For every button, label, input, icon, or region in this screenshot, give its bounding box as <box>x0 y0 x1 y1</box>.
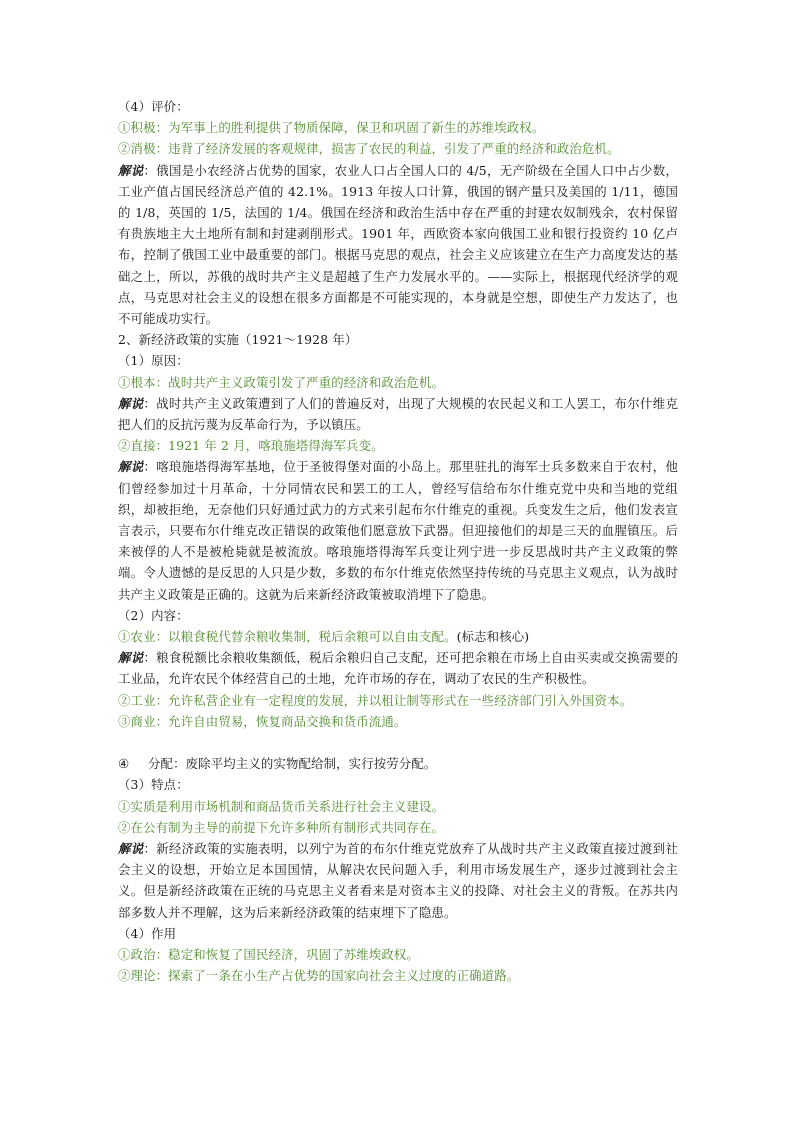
explanation-paragraph <box>118 456 678 604</box>
effect-theoretical: ②理论：探索了一条在小生产占优势的国家向社会主义过度的正确道路。 <box>118 968 520 984</box>
content-distribution-text: 分配：废除平均主义的实物配给制，实行按劳分配。 <box>148 756 437 772</box>
explanation-text: ：喀琅施塔得海军基地，位于圣彼得堡对面的小岛上。那里驻扎的海军士兵多数来自于农村，他们曾经参加过十月革命，十分同情农民和罢工的工人，曾经写信给布尔什维克党中央和当地的党组织，却被拒绝，无奈他们只好通过武力的方式来引起布尔什维克的重视。兵变发生之后，他们发表宣言表示，只要布尔什维克改正错误的政策他们愿意放下武器。但迎接他们的却是三天的血腥镇压。后来被俘的人不是被枪毙就是被流放。喀琅施塔得海军兵变让列宁进一步反思战时共产主义政策的弊端。令人遗憾的是反思的人只是少数，多数的布尔什维克依然坚持传统的马克思主义观点，认为战时共产主义政策是正确的。这就为后来新经济政策被取消埋下了隐患。 <box>118 459 678 602</box>
explanation-text: ：俄国是小农经济占优势的国家，农业人口占全国人口的 4/5，无产阶级在全国人口中占少数，工业产值占国民经济总产值的 42.1%。1913 年按人口计算，俄国的钢产量只及美国的 1/11，德国的 1/8，英国的 1/5，法国的 1/4。俄国在经济和政治生活中存在严重的封建农奴制残余，农村保留有贵族地主大土地所有制和封建剥削形式。1901 年，西欧资本家向俄国工业和银行投资约 10 亿卢布，控制了俄国工业中最重要的部门。根据马克思的观点，社会主义应该建立在生产力高度发达的基础之上，所以，苏俄的战时共产主义是超越了生产力发展水平的。——实际上，根据现代经济学的观点，马克思对社会主义的设想在很多方面都是不可能实现的，本身就是空想，即使生产力发达了，也不可能成功实行。 <box>118 162 678 327</box>
explanation-label: 解说 <box>118 459 144 475</box>
explanation-label: 解说 <box>118 162 144 178</box>
explanation-paragraph <box>118 838 678 923</box>
evaluation-negative: ②消极：违背了经济发展的客观规律，损害了农民的利益，引发了严重的经济和政治危机。 <box>118 141 620 157</box>
cause-fundamental: ①根本：战时共产主义政策引发了严重的经济和政治危机。 <box>118 374 445 390</box>
explanation-label: 解说 <box>118 395 144 411</box>
content-commerce: ③商业：允许自由贸易，恢复商品交换和货币流通。 <box>118 713 407 729</box>
feature-1: ①实质是利用市场机制和商品货币关系进行社会主义建设。 <box>118 798 445 814</box>
section-heading-evaluation: （4）评价： <box>118 99 189 114</box>
document-page <box>118 96 678 986</box>
content-industry: ②工业：允许私营企业有一定程度的发展，并以租让制等形式在一些经济部门引入外国资本。 <box>118 692 633 708</box>
cause-direct: ②直接：1921 年 2 月，喀琅施塔得海军兵变。 <box>118 438 384 454</box>
feature-2: ②在公有制为主导的前提下允许多种所有制形式共同存在。 <box>118 819 445 835</box>
subheading-features: （3）特点： <box>118 777 189 793</box>
blank-line <box>118 732 678 753</box>
explanation-paragraph <box>118 393 678 435</box>
explanation-text: ：粮食税额比余粮收集额低，税后余粮归自己支配，还可把余粮在市场上自由买卖或交换需要的工业品，允许农民个体经营自己的土地，允许市场的存在，调动了农民的生产积极性。 <box>118 650 678 687</box>
effect-political: ①政治：稳定和恢复了国民经济，巩固了苏维埃政权。 <box>118 946 419 962</box>
explanation-text: ：战时共产主义政策遭到了人们的普遍反对，出现了大规模的农民起义和工人罢工，布尔什维克把人们的反抗污蔑为反革命行为，予以镇压。 <box>118 395 678 433</box>
explanation-label: 解说 <box>118 840 144 856</box>
content-agriculture <box>118 626 678 647</box>
item-number-mark: ④ <box>118 756 130 772</box>
explanation-text: ：新经济政策的实施表明，以列宁为首的布尔什维克党放弃了从战时共产主义政策直接过渡到社会主义的设想，开始立足本国国情，从解决农民问题入手，利用市场发展生产，逐步过渡到社会主义。但是新经济政策在正统的马克思主义者看来是对资本主义的投降、对社会主义的背叛。在苏共内部多数人并不理解，这为后来新经济政策的结束埋下了隐患。 <box>118 840 678 920</box>
explanation-label: 解说 <box>118 650 144 666</box>
subheading-causes: （1）原因： <box>118 353 189 369</box>
content-agriculture-text: ①农业：以粮食税代替余粮收集制，税后余粮可以自由支配。 <box>118 629 457 645</box>
explanation-paragraph <box>118 647 678 689</box>
subheading-content: （2）内容： <box>118 607 189 623</box>
content-agriculture-note: (标志和核心) <box>456 629 530 645</box>
explanation-paragraph <box>118 160 678 330</box>
evaluation-positive: ①积极：为军事上的胜利提供了物质保障，保卫和巩固了新生的苏维埃政权。 <box>118 120 545 136</box>
content-distribution <box>118 753 678 774</box>
section-title-nep: 2、新经济政策的实施（1921～1928 年） <box>118 332 358 348</box>
subheading-effects: （4）作用 <box>118 925 177 941</box>
